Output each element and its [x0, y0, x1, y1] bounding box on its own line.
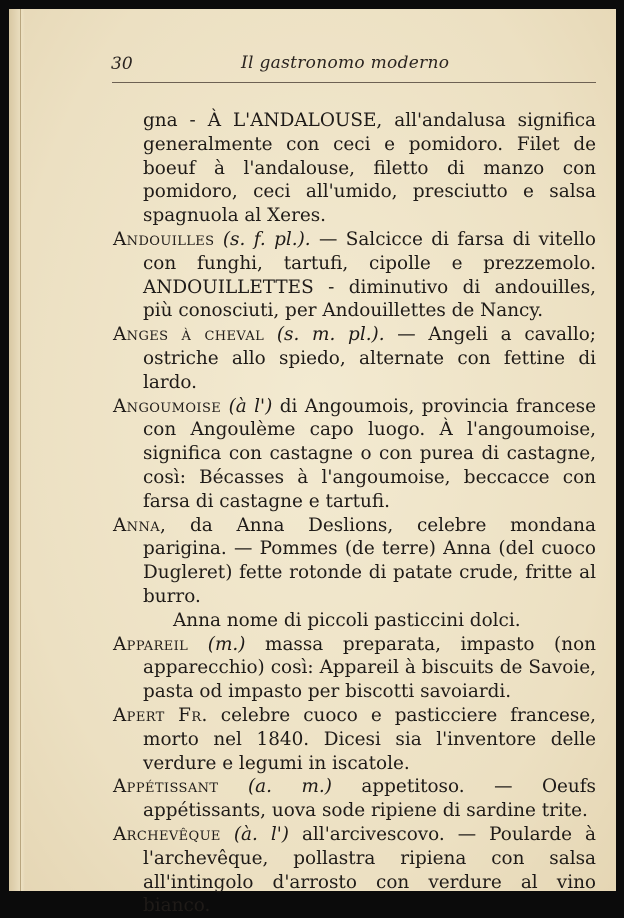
entry-term: Angoumoise	[113, 395, 222, 417]
entry-definition: — Salcicce di farsa di vitello con funghi, tartufi, cipolle e prezzemolo. ANDOUILLETTES - diminutivo di andouilles, più conosciuti, per Andouillettes de Nancy.	[143, 228, 596, 322]
entry-definition: da Anna Deslions, celebre mondana parigina. — Pommes (de terre) Anna (del cuoco Dugleret) fette rotonde di patate crude, fritte al burro.	[143, 514, 596, 607]
entry-appetissant	[113, 775, 596, 823]
entry-grammar: (m.)	[207, 633, 246, 655]
entry-appareil	[113, 633, 596, 704]
gutter-line	[20, 9, 21, 891]
entry-term: Anges à cheval	[113, 324, 265, 346]
page-body	[113, 109, 596, 918]
page-number: 30	[111, 54, 133, 74]
entry-archeveque	[113, 823, 596, 918]
header-rule	[112, 82, 596, 83]
entry-definition: — Angeli a cavallo; ostriche allo spiedo, alternate con fettine di lardo.	[143, 324, 596, 393]
entry-definition: appetitoso. — Oeufs appétissants, uova sode ripiene di sardine trite.	[143, 776, 596, 822]
entry-grammar: (s. f. pl.).	[222, 228, 311, 250]
entry-angoumoise	[113, 395, 596, 514]
entry-definition: celebre cuoco e pasticciere francese, morto nel 1840. Dicesi sia l'inventore delle verdure e legumi in iscatole.	[143, 704, 596, 774]
page-gutter	[9, 9, 25, 891]
entry-term: Anna,	[113, 514, 167, 536]
entry-term: Appétissant	[113, 776, 219, 798]
entry-andouilles	[113, 228, 596, 323]
entry-definition: all'arcivescovo. — Poularde à l'archevêque, pollastra ripiena con salsa all'intingolo d'arrosto con verdure al vino bianco.	[143, 823, 596, 917]
entry-anna	[113, 514, 596, 609]
entry-term: Andouilles	[113, 228, 215, 250]
entry-term: Archevêque	[113, 823, 221, 845]
entry-anges-a-cheval	[113, 323, 596, 394]
entry-anna-note: Anna nome di piccoli pasticcini dolci.	[173, 609, 521, 631]
entry-continuation: gna - À L'ANDALOUSE, all'andalusa significa generalmente con ceci e pomidoro. Filet de boeuf à l'andalouse, filetto di manzo con pomidoro, ceci all'umido, presciutto e salsa spagnuola al Xeres.	[143, 110, 596, 227]
entry-grammar: (à l')	[228, 395, 273, 417]
entry-grammar: (s. m. pl.).	[276, 324, 385, 346]
running-title: Il gastronomo moderno	[241, 53, 450, 73]
entry-grammar: (à. l')	[233, 823, 289, 845]
entry-term: Appareil	[113, 633, 189, 655]
entry-definition: di Angoumois, provincia francese con Angoulème capo luogo. À l'angoumoise, significa con castagne o con purea di castagne, così: Bécasses à l'angoumoise, beccacce con farsa di castagne e tartufi.	[143, 395, 596, 512]
entry-definition: massa preparata, impasto (non apparecchio) così: Appareil à biscuits de Savoie, pasta od impasto per biscotti savoiardi.	[143, 633, 596, 703]
entry-grammar: (a. m.)	[248, 776, 332, 798]
entry-term: Apert Fr.	[113, 704, 208, 726]
book-page	[9, 9, 616, 917]
entry-apert	[113, 704, 596, 775]
